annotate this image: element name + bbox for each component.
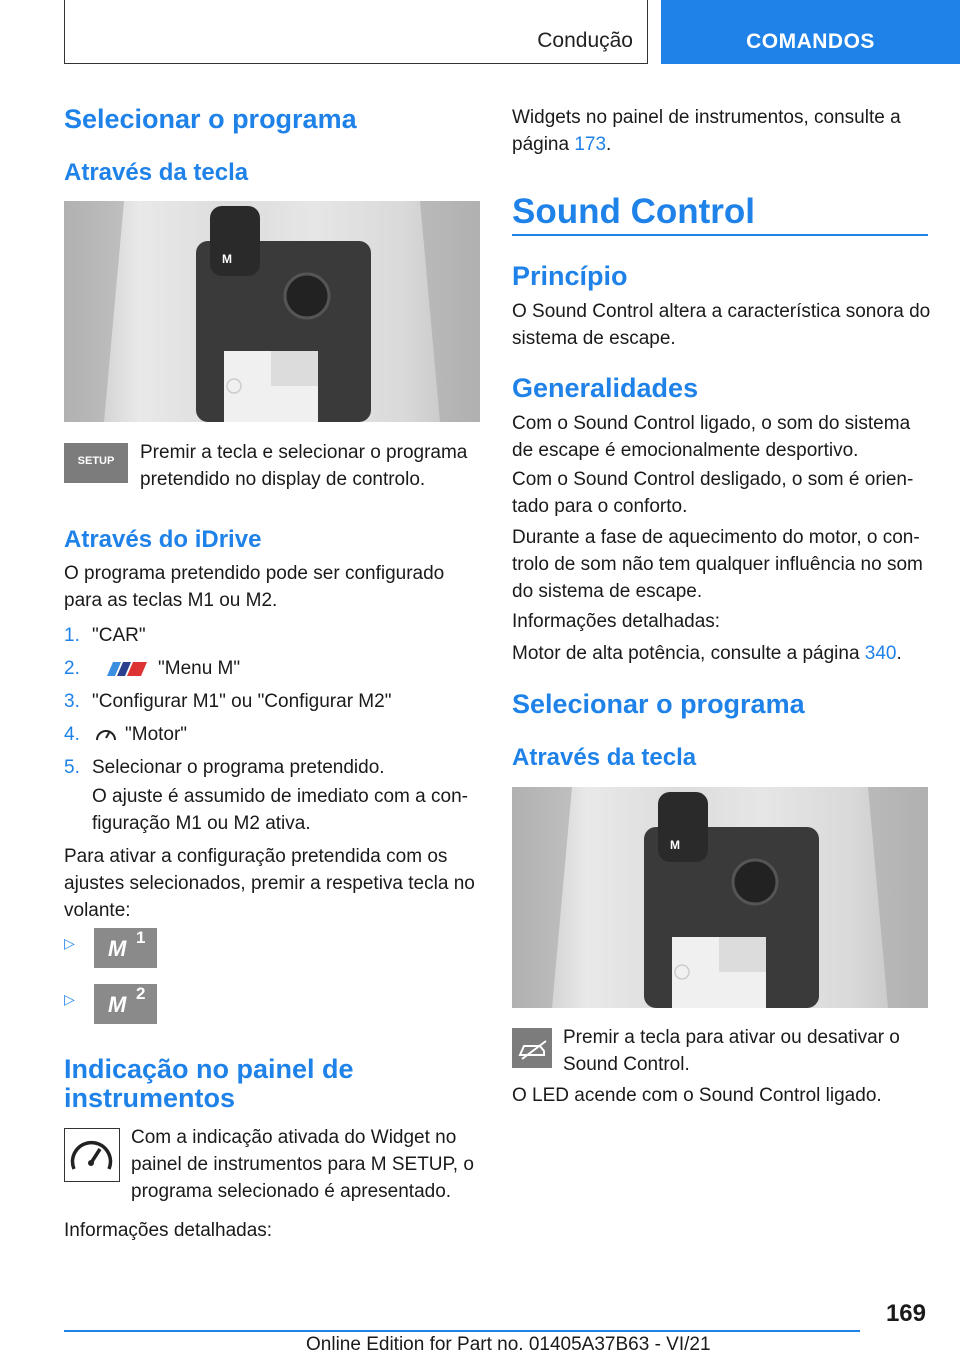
general-text-line7: do sistema de escape. xyxy=(512,581,703,602)
heading-principle: Princípio xyxy=(512,261,628,291)
general-text-line8: Informações detalhadas: xyxy=(512,611,721,632)
engine-gauge-icon xyxy=(94,724,118,744)
setup-text-line2: pretendido no display de controlo. xyxy=(140,469,426,490)
step-number: 2. xyxy=(64,658,80,679)
heading-instrument-panel-line1: Indicação no painel de xyxy=(64,1054,354,1084)
widget-text-line1: Widgets no painel de instrumentos, consulte a xyxy=(512,107,901,128)
step-number: 1. xyxy=(64,625,80,646)
heading-via-idrive: Através do iDrive xyxy=(64,526,262,553)
activate-text-line3: volante: xyxy=(64,900,131,921)
indication-text-line3: programa selecionado é apresentado. xyxy=(131,1181,452,1202)
sound-control-button-icon xyxy=(512,1028,552,1068)
console-illustration xyxy=(512,787,928,1008)
idrive-text-line2: para as teclas M1 ou M2. xyxy=(64,590,278,611)
heading-sound-control: Sound Control xyxy=(512,192,756,231)
heading-select-program-right: Selecionar o programa xyxy=(512,689,805,719)
principle-text-line1: O Sound Control altera a característica sonora do xyxy=(512,301,931,322)
heading-select-program: Selecionar o programa xyxy=(64,104,357,134)
m-stripes-icon xyxy=(99,662,149,676)
step-text: "CAR" xyxy=(92,625,146,646)
principle-text-line2: sistema de escape. xyxy=(512,328,676,349)
center-console-photo xyxy=(64,201,480,422)
sound-key-text-line2: Sound Control. xyxy=(563,1054,690,1075)
bullet-marker: ▷ xyxy=(64,991,75,1007)
step-text: "Menu M" xyxy=(158,658,241,679)
speedometer-icon xyxy=(64,1128,120,1182)
footer-rule xyxy=(64,1330,860,1332)
header-chapter-label: COMANDOS xyxy=(746,30,875,53)
m1-button-icon: M 1 xyxy=(94,928,157,968)
general-text-line6: trolo de som não tem qualquer influência no som xyxy=(512,554,923,575)
setup-text-line1: Premir a tecla e selecionar o programa xyxy=(140,442,468,463)
step5-sub-line1: O ajuste é assumido de imediato com a con‐ xyxy=(92,786,468,807)
heading-general: Generalidades xyxy=(512,373,699,403)
m2-button-icon: M 2 xyxy=(94,984,157,1024)
heading-via-key: Através da tecla xyxy=(64,159,249,186)
step-number: 4. xyxy=(64,724,80,745)
page-link-173[interactable]: 173 xyxy=(574,134,607,155)
general-text-line5: Durante a fase de aquecimento do motor, o con‐ xyxy=(512,527,920,548)
heading-via-key-right: Através da tecla xyxy=(512,744,697,771)
step-text: "Motor" xyxy=(125,724,188,745)
page-number: 169 xyxy=(885,1300,926,1327)
footer-edition: Online Edition for Part no. 01405A37B63 - VI/21 xyxy=(306,1334,711,1355)
svg-text:M: M xyxy=(222,252,232,266)
step-number: 5. xyxy=(64,757,80,778)
general-text-line1: Com o Sound Control ligado, o som do sistema xyxy=(512,413,911,434)
led-text: O LED acende com o Sound Control ligado. xyxy=(512,1085,882,1106)
sound-key-text-line1: Premir a tecla para ativar ou desativar o xyxy=(563,1027,900,1048)
page-link-340[interactable]: 340 xyxy=(864,643,897,664)
idrive-text-line1: O programa pretendido pode ser configurado xyxy=(64,563,445,584)
bullet-marker: ▷ xyxy=(64,935,75,951)
indication-text-line1: Com a indicação ativada do Widget no xyxy=(131,1127,457,1148)
detail-info-text: Informações detalhadas: xyxy=(64,1220,273,1241)
header-section-label: Condução xyxy=(537,29,633,52)
console-illustration xyxy=(64,201,480,422)
indication-text-line2: painel de instrumentos para M SETUP, o xyxy=(131,1154,474,1175)
step-text: Selecionar o programa pretendido. xyxy=(92,757,385,778)
header-chapter-tab xyxy=(661,0,960,64)
svg-text:M: M xyxy=(670,838,680,852)
widget-text-line2: página 173. xyxy=(512,134,612,155)
activate-text-line1: Para ativar a configuração pretendida com os xyxy=(64,846,448,867)
heading-instrument-panel-line2: instrumentos xyxy=(64,1083,236,1113)
general-text-line2: de escape é emocionalmente desportivo. xyxy=(512,440,859,461)
step5-sub-line2: figuração M1 ou M2 ativa. xyxy=(92,813,311,834)
activate-text-line2: ajustes selecionados, premir a respetiva tecla no xyxy=(64,873,475,894)
general-text-line4: tado para o conforto. xyxy=(512,496,688,517)
step-text: "Configurar M1" ou "Configurar M2" xyxy=(92,691,392,712)
setup-button-icon: SETUP xyxy=(64,443,128,483)
center-console-photo-right xyxy=(512,787,928,1008)
step-number: 3. xyxy=(64,691,80,712)
header-section-tab xyxy=(64,0,648,64)
general-text-line9: Motor de alta potência, consulte a página 340. xyxy=(512,643,902,664)
heading-underline xyxy=(512,234,928,236)
general-text-line3: Com o Sound Control desligado, o som é orien‐ xyxy=(512,469,914,490)
